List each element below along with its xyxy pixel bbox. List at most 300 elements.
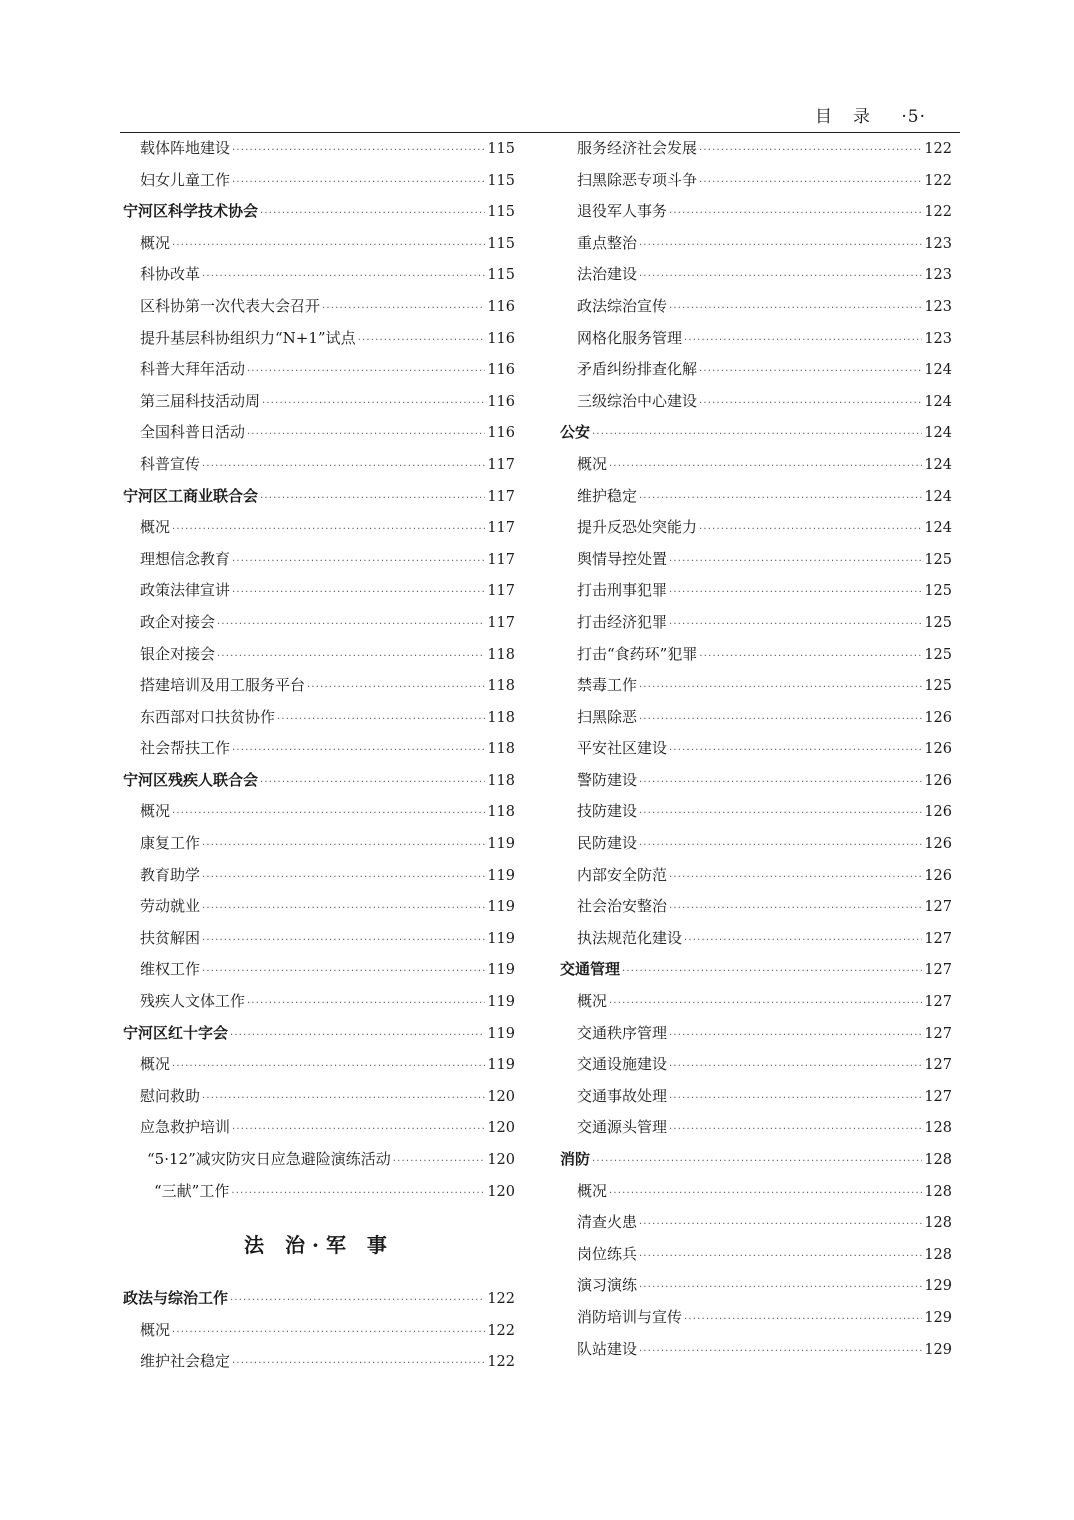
- toc-entry-title: 打击刑事犯罪: [577, 581, 668, 600]
- toc-entry-title: 劳动就业: [140, 897, 201, 916]
- toc-entry-title: 清查火患: [577, 1213, 638, 1232]
- toc-leader-dots: [172, 1317, 485, 1349]
- toc-entry-page: 125: [924, 678, 952, 695]
- toc-entry-page: 119: [487, 1025, 515, 1042]
- toc-leader-dots: [232, 1348, 485, 1380]
- toc-entry-title: 宁河区科学技术协会: [123, 202, 259, 221]
- toc-leader-dots: [609, 988, 922, 1020]
- toc-entry[interactable]: [123, 417, 515, 449]
- toc-entry-page: 119: [487, 867, 515, 884]
- toc-entry[interactable]: [560, 796, 952, 828]
- toc-entry[interactable]: [560, 228, 952, 260]
- toc-leader-dots: [592, 419, 922, 451]
- toc-entry-page: 126: [924, 804, 952, 821]
- toc-entry-page: 119: [487, 1057, 515, 1074]
- toc-entry-page: 120: [487, 1120, 515, 1137]
- toc-entry-title: 社会帮扶工作: [140, 739, 231, 758]
- toc-entry-title: 康复工作: [140, 834, 201, 853]
- toc-leader-dots: [669, 1114, 922, 1146]
- toc-leader-dots: [699, 388, 922, 420]
- toc-entry[interactable]: [560, 860, 952, 892]
- toc-entry-title: 东西部对口扶贫协作: [140, 707, 276, 726]
- toc-entry[interactable]: [123, 1144, 515, 1176]
- toc-entry-title: 交通源头管理: [577, 1118, 668, 1137]
- toc-entry-title: 三级综治中心建设: [577, 391, 698, 410]
- toc-entry-page: 124: [924, 456, 952, 473]
- toc-leader-dots: [669, 735, 922, 767]
- toc-leader-dots: [202, 830, 485, 862]
- toc-leader-dots: [699, 356, 922, 388]
- toc-entry[interactable]: [123, 165, 515, 197]
- toc-entry[interactable]: [560, 828, 952, 860]
- toc-leader-dots: [231, 1178, 485, 1210]
- toc-entry-page: 128: [924, 1120, 952, 1137]
- toc-entry-title: 教育助学: [140, 865, 201, 884]
- toc-leader-dots: [262, 388, 485, 420]
- toc-entry-page: 116: [487, 393, 515, 410]
- toc-entry-title: 概况: [577, 992, 608, 1011]
- toc-entry-page: 127: [924, 930, 952, 947]
- toc-leader-dots: [684, 925, 922, 957]
- toc-entry[interactable]: [123, 1346, 515, 1378]
- toc-entry[interactable]: [123, 259, 515, 291]
- toc-leader-dots: [639, 483, 922, 515]
- toc-leader-dots: [669, 1083, 922, 1115]
- toc-entry-title: 警防建设: [577, 770, 638, 789]
- toc-entry-page: 118: [487, 741, 515, 758]
- toc-entry-title: 禁毒工作: [577, 676, 638, 695]
- toc-entry[interactable]: [560, 639, 952, 671]
- toc-leader-dots: [202, 893, 485, 925]
- toc-entry-title: 队站建设: [577, 1339, 638, 1358]
- toc-section-entry[interactable]: [560, 954, 952, 986]
- toc-entry[interactable]: [560, 259, 952, 291]
- toc-leader-dots: [684, 1304, 922, 1336]
- toc-leader-dots: [609, 451, 922, 483]
- toc-entry-title: 维权工作: [140, 960, 201, 979]
- toc-entry-title: 交通设施建设: [577, 1055, 668, 1074]
- toc-entry[interactable]: [560, 165, 952, 197]
- toc-entry-page: 119: [487, 899, 515, 916]
- toc-entry-page: 118: [487, 772, 515, 789]
- toc-entry-page: 122: [487, 1322, 515, 1339]
- toc-entry[interactable]: [123, 1176, 515, 1208]
- toc-entry[interactable]: [560, 1112, 952, 1144]
- toc-leader-dots: [639, 704, 922, 736]
- toc-entry[interactable]: [123, 670, 515, 702]
- toc-leader-dots: [217, 609, 485, 641]
- toc-entry[interactable]: [123, 986, 515, 1018]
- toc-leader-dots: [699, 167, 922, 199]
- toc-entry-page: 129: [924, 1341, 952, 1358]
- toc-entry-page: 128: [924, 1215, 952, 1232]
- toc-entry-page: 128: [924, 1246, 952, 1263]
- toc-entry[interactable]: [123, 1112, 515, 1144]
- toc-leader-dots: [592, 1146, 922, 1178]
- toc-leader-dots: [202, 925, 485, 957]
- toc-leader-dots: [669, 609, 922, 641]
- toc-entry[interactable]: [560, 607, 952, 639]
- toc-entry[interactable]: [123, 702, 515, 734]
- toc-entry[interactable]: [123, 512, 515, 544]
- toc-entry[interactable]: [560, 1207, 952, 1239]
- toc-entry[interactable]: [123, 607, 515, 639]
- toc-entry-title: 概况: [140, 802, 171, 821]
- toc-leader-dots: [172, 230, 485, 262]
- toc-entry-page: 125: [924, 614, 952, 631]
- toc-entry[interactable]: [560, 133, 952, 165]
- toc-entry[interactable]: [123, 228, 515, 260]
- toc-entry-page: 120: [487, 1152, 515, 1168]
- toc-entry-title: 科协改革: [140, 265, 201, 284]
- toc-entry-page: 124: [924, 393, 952, 410]
- toc-entry[interactable]: [560, 1018, 952, 1050]
- toc-entry-title: 概况: [577, 454, 608, 473]
- toc-entry[interactable]: [560, 733, 952, 765]
- toc-entry-page: 116: [487, 362, 515, 379]
- toc-entry-page: 127: [924, 962, 952, 979]
- toc-entry-title: 消防: [560, 1150, 591, 1168]
- toc-entry-title: 维护稳定: [577, 486, 638, 505]
- toc-entry-title: 演习演练: [577, 1276, 638, 1295]
- toc-entry[interactable]: [560, 1302, 952, 1334]
- toc-leader-dots: [639, 1241, 922, 1273]
- toc-entry-title: 交通管理: [560, 960, 621, 979]
- toc-entry-title: 岗位练兵: [577, 1244, 638, 1263]
- toc-section-entry[interactable]: [123, 481, 515, 513]
- toc-entry-title: 区科协第一次代表大会召开: [140, 296, 321, 315]
- toc-entry-title: 应急救护培训: [140, 1118, 231, 1137]
- toc-entry[interactable]: [560, 1334, 952, 1366]
- toc-entry[interactable]: [123, 386, 515, 418]
- toc-entry[interactable]: [123, 1049, 515, 1081]
- toc-entry-title: 妇女儿童工作: [140, 170, 231, 189]
- toc-leader-dots: [639, 261, 922, 293]
- toc-entry[interactable]: [123, 133, 515, 165]
- toc-entry-title: 平安社区建设: [577, 739, 668, 758]
- toc-leader-dots: [639, 1209, 922, 1241]
- toc-leader-dots: [260, 483, 485, 515]
- page-header: [120, 100, 960, 133]
- toc-leader-dots: [699, 514, 922, 546]
- toc-entry-page: 115: [487, 172, 515, 189]
- toc-entry-page: 119: [487, 930, 515, 947]
- toc-leader-dots: [684, 325, 922, 357]
- toc-entry-title: 执法规范化建设: [577, 928, 683, 947]
- toc-entry-page: 119: [487, 994, 515, 1011]
- toc-entry-page: 126: [924, 772, 952, 789]
- toc-leader-dots: [217, 641, 485, 673]
- toc-leader-dots: [202, 261, 485, 293]
- toc-entry-page: 124: [924, 488, 952, 505]
- toc-entry[interactable]: [560, 1270, 952, 1302]
- toc-entry-title: 法治建设: [577, 265, 638, 284]
- toc-entry-title: 政企对接会: [140, 612, 216, 631]
- toc-leader-dots: [232, 167, 485, 199]
- toc-entry[interactable]: [560, 544, 952, 576]
- toc-entry[interactable]: [560, 986, 952, 1018]
- toc-entry[interactable]: [123, 954, 515, 986]
- toc-section-entry[interactable]: [560, 1144, 952, 1176]
- toc-entry-page: 115: [487, 141, 515, 157]
- toc-entry-page: 126: [924, 836, 952, 853]
- toc-section-entry[interactable]: [560, 417, 952, 449]
- toc-entry-page: 117: [487, 520, 515, 537]
- toc-leader-dots: [669, 198, 922, 230]
- toc-entry-page: 119: [487, 836, 515, 853]
- toc-leader-dots: [260, 198, 485, 230]
- toc-entry[interactable]: [123, 291, 515, 323]
- toc-right-list: [560, 133, 952, 1365]
- toc-entry-page: 123: [924, 330, 952, 347]
- toc-entry-page: 117: [487, 488, 515, 505]
- toc-entry-page: 117: [487, 456, 515, 473]
- toc-entry[interactable]: [560, 449, 952, 481]
- toc-leader-dots: [669, 1020, 922, 1052]
- toc-entry-page: 124: [924, 520, 952, 537]
- toc-leader-dots: [232, 546, 485, 578]
- toc-entry-title: 内部安全防范: [577, 865, 668, 884]
- toc-entry-title: 交通事故处理: [577, 1086, 668, 1105]
- toc-leader-dots: [322, 293, 485, 325]
- toc-entry[interactable]: [123, 449, 515, 481]
- toc-entry-title: 扫黑除恶: [577, 707, 638, 726]
- toc-leader-dots: [639, 672, 922, 704]
- toc-entry-title: 消防培训与宣传: [577, 1307, 683, 1326]
- toc-entry-title: 打击“食药环”犯罪: [577, 644, 698, 663]
- toc-entry-title: 政法综治宣传: [577, 296, 668, 315]
- toc-entry[interactable]: [123, 860, 515, 892]
- toc-entry[interactable]: [123, 1081, 515, 1113]
- toc-entry-title: 理想信念教育: [140, 549, 231, 568]
- toc-leader-dots: [247, 419, 485, 451]
- toc-leader-dots: [202, 1083, 485, 1115]
- toc-entry-page: 120: [487, 1183, 515, 1200]
- toc-entry[interactable]: [123, 575, 515, 607]
- toc-entry-title: 交通秩序管理: [577, 1023, 668, 1042]
- toc-leader-dots: [232, 735, 485, 767]
- toc-entry[interactable]: [123, 923, 515, 955]
- toc-entry-page: 124: [924, 362, 952, 379]
- toc-entry[interactable]: [123, 323, 515, 355]
- section-title: 法 治·军 事: [244, 1233, 394, 1258]
- toc-entry-title: 宁河区红十字会: [123, 1023, 229, 1042]
- toc-entry[interactable]: [123, 544, 515, 576]
- toc-entry[interactable]: [560, 386, 952, 418]
- toc-entry-page: 122: [487, 1354, 515, 1371]
- toc-entry[interactable]: [560, 354, 952, 386]
- toc-entry-page: 123: [924, 235, 952, 252]
- running-head: [815, 102, 926, 127]
- toc-entry[interactable]: [123, 639, 515, 671]
- toc-left-after-list: [123, 1283, 515, 1378]
- toc-entry-title: 概况: [140, 1320, 171, 1339]
- toc-leader-dots: [232, 577, 485, 609]
- toc-entry-page: 117: [487, 614, 515, 631]
- toc-entry-title: 网格化服务管理: [577, 328, 683, 347]
- toc-entry-page: 119: [487, 962, 515, 979]
- toc-entry-title: 技防建设: [577, 802, 638, 821]
- toc-entry-page: 118: [487, 804, 515, 821]
- toc-entry-page: 129: [924, 1278, 952, 1295]
- toc-entry-title: 扶贫解困: [140, 928, 201, 947]
- toc-entry[interactable]: [560, 1176, 952, 1208]
- toc-entry-title: 宁河区工商业联合会: [123, 486, 259, 505]
- toc-section-entry[interactable]: [123, 196, 515, 228]
- toc-entry-page: 122: [924, 172, 952, 189]
- toc-section-entry[interactable]: [123, 765, 515, 797]
- toc-leader-dots: [639, 830, 922, 862]
- toc-entry[interactable]: [560, 891, 952, 923]
- toc-entry-page: 126: [924, 709, 952, 726]
- toc-entry[interactable]: [560, 291, 952, 323]
- toc-entry-title: 政策法律宣讲: [140, 581, 231, 600]
- toc-entry-page: 116: [487, 298, 515, 315]
- toc-entry-title: 维护社会稳定: [140, 1352, 231, 1371]
- toc-entry-title: 扫黑除恶专项斗争: [577, 170, 698, 189]
- toc-leader-dots: [669, 893, 922, 925]
- toc-leader-dots: [639, 1272, 922, 1304]
- toc-entry[interactable]: [123, 354, 515, 386]
- toc-leader-dots: [669, 862, 922, 894]
- toc-leader-dots: [202, 956, 485, 988]
- toc-entry-page: 120: [487, 1088, 515, 1105]
- toc-entry-page: 127: [924, 1088, 952, 1105]
- toc-entry-title: 政法与综治工作: [123, 1289, 229, 1308]
- toc-entry-page: 126: [924, 741, 952, 758]
- toc-entry[interactable]: [560, 512, 952, 544]
- toc-leader-dots: [230, 1020, 485, 1052]
- toc-entry-page: 116: [487, 425, 515, 442]
- toc-leader-dots: [202, 451, 485, 483]
- toc-leader-dots: [202, 862, 485, 894]
- toc-entry[interactable]: [560, 923, 952, 955]
- toc-entry-page: 122: [487, 1291, 515, 1308]
- toc-leader-dots: [699, 135, 922, 167]
- toc-entry-page: 127: [924, 1057, 952, 1074]
- page-number: ·5·: [901, 107, 926, 127]
- toc-leader-dots: [609, 1178, 922, 1210]
- toc-entry-page: 125: [924, 551, 952, 568]
- toc-entry-title: 提升基层科协组织力“N+1”试点: [140, 328, 356, 347]
- toc-entry-title: 民防建设: [577, 834, 638, 853]
- toc-leader-dots: [230, 1285, 485, 1317]
- toc-entry-title: 载体阵地建设: [140, 139, 231, 157]
- toc-entry-title: 全国科普日活动: [140, 423, 246, 442]
- toc-entry-page: 118: [487, 678, 515, 695]
- toc-entry[interactable]: [123, 828, 515, 860]
- toc-entry-page: 123: [924, 267, 952, 284]
- toc-entry-title: 概况: [577, 1181, 608, 1200]
- toc-leader-dots: [307, 672, 485, 704]
- toc-entry[interactable]: [560, 1049, 952, 1081]
- toc-entry[interactable]: [123, 891, 515, 923]
- toc-entry-page: 124: [924, 425, 952, 442]
- toc-leader-dots: [358, 325, 486, 357]
- toc-entry-page: 127: [924, 899, 952, 916]
- toc-entry[interactable]: [560, 765, 952, 797]
- toc-entry-page: 115: [487, 235, 515, 252]
- toc-entry-page: 127: [924, 994, 952, 1011]
- toc-entry-title: 概况: [140, 233, 171, 252]
- toc-entry-title: 宁河区残疾人联合会: [123, 770, 259, 789]
- toc-entry-page: 118: [487, 709, 515, 726]
- toc-leader-dots: [639, 767, 922, 799]
- toc-entry-title: 残疾人文体工作: [140, 992, 246, 1011]
- toc-entry-page: 116: [487, 330, 515, 347]
- toc-entry-title: 第三届科技活动周: [140, 391, 261, 410]
- toc-right-column: [560, 133, 952, 1365]
- toc-leader-dots: [260, 767, 485, 799]
- toc-entry[interactable]: [123, 796, 515, 828]
- toc-entry-title: 科普大拜年活动: [140, 360, 246, 379]
- toc-entry-title: “5·12”减灾防灾日应急避险演练活动: [147, 1150, 391, 1168]
- toc-entry-page: 128: [924, 1152, 952, 1168]
- toc-section-entry[interactable]: [123, 1018, 515, 1050]
- toc-entry[interactable]: [560, 323, 952, 355]
- toc-entry-page: 115: [487, 267, 515, 284]
- toc-entry-page: 117: [487, 583, 515, 600]
- toc-entry-page: 117: [487, 551, 515, 568]
- toc-entry-page: 127: [924, 1025, 952, 1042]
- toc-entry[interactable]: [560, 702, 952, 734]
- toc-entry-page: 118: [487, 646, 515, 663]
- toc-entry-title: 慰问救助: [140, 1086, 201, 1105]
- toc-entry-title: 重点整治: [577, 233, 638, 252]
- toc-entry-title: 舆情导控处置: [577, 549, 668, 568]
- toc-entry[interactable]: [123, 1315, 515, 1347]
- toc-entry-title: 打击经济犯罪: [577, 612, 668, 631]
- toc-leader-dots: [699, 641, 922, 673]
- toc-entry-page: 125: [924, 646, 952, 663]
- toc-entry-page: 122: [924, 141, 952, 157]
- toc-entry[interactable]: [560, 575, 952, 607]
- toc-entry-page: 122: [924, 204, 952, 221]
- toc-leader-dots: [639, 1336, 922, 1368]
- header-title: 目 录: [814, 107, 872, 127]
- toc-entry[interactable]: [560, 196, 952, 228]
- toc-leader-dots: [172, 798, 485, 830]
- toc-leader-dots: [277, 704, 485, 736]
- toc-entry[interactable]: [560, 670, 952, 702]
- toc-entry-title: 搭建培训及用工服务平台: [140, 676, 306, 695]
- toc-leader-dots: [669, 577, 922, 609]
- toc-entry-title: 概况: [140, 1055, 171, 1074]
- toc-leader-dots: [393, 1146, 486, 1178]
- toc-entry[interactable]: [123, 733, 515, 765]
- toc-entry-title: 退役军人事务: [577, 202, 668, 221]
- toc-entry-title: 银企对接会: [140, 644, 216, 663]
- toc-section-entry[interactable]: [123, 1283, 515, 1315]
- toc-leader-dots: [622, 956, 922, 988]
- toc-leader-dots: [247, 988, 485, 1020]
- toc-leader-dots: [172, 514, 485, 546]
- toc-entry-title: “三献”工作: [154, 1181, 230, 1200]
- toc-entry-page: 125: [924, 583, 952, 600]
- toc-entry-title: 提升反恐处突能力: [577, 518, 698, 537]
- toc-leader-dots: [669, 546, 922, 578]
- toc-leader-dots: [232, 135, 485, 167]
- toc-leader-dots: [669, 293, 922, 325]
- toc-left-list: [123, 133, 515, 1207]
- toc-leader-dots: [247, 356, 485, 388]
- toc-entry[interactable]: [560, 1081, 952, 1113]
- toc-leader-dots: [232, 1114, 485, 1146]
- toc-entry[interactable]: [560, 481, 952, 513]
- toc-entry[interactable]: [560, 1239, 952, 1271]
- toc-entry-page: 126: [924, 867, 952, 884]
- toc-left-column: [123, 133, 515, 1378]
